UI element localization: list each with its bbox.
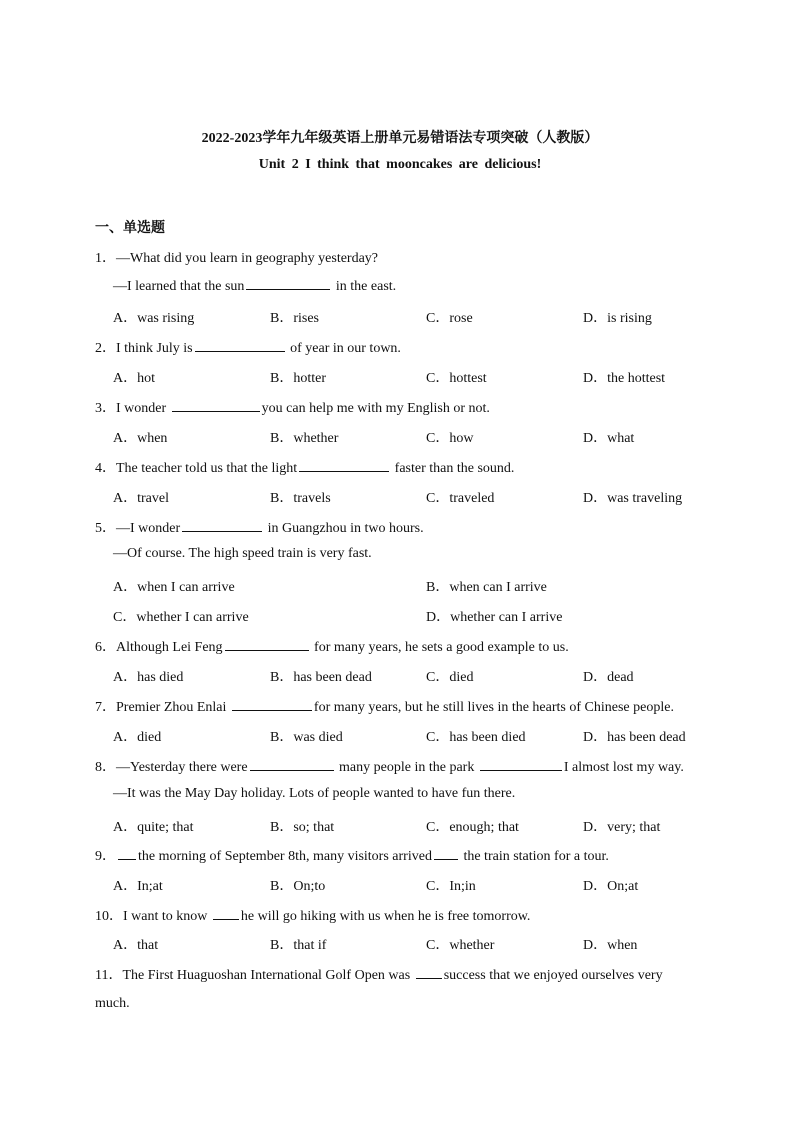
option-d[interactable]: D．has been dead <box>583 730 686 745</box>
option-c[interactable]: C．traveled <box>426 491 495 506</box>
option-b[interactable]: B．travels <box>270 491 331 506</box>
question-8 <box>95 756 684 776</box>
question-text: The First Huaguoshan International Golf Open was <box>122 968 414 983</box>
question-text: —I learned that the sun <box>113 279 245 294</box>
option-a[interactable]: A．died <box>113 730 162 745</box>
option-d[interactable]: D．was traveling <box>583 491 683 506</box>
question-text: the train station for a tour. <box>459 849 609 864</box>
question-text: in Guangzhou in two hours. <box>264 521 424 536</box>
question-11-line-2: much. <box>95 996 130 1011</box>
question-text: —What did you learn in geography yesterday? <box>116 251 379 266</box>
question-1-line-2 <box>113 277 396 295</box>
question-text: the morning of September 8th, many visitors arrived <box>138 849 432 864</box>
question-number: 3． <box>95 401 116 416</box>
option-a[interactable]: A．hot <box>113 371 155 386</box>
question-text: Premier Zhou Enlai <box>116 700 230 715</box>
question-4 <box>95 457 514 477</box>
question-2 <box>95 337 401 357</box>
question-text: you can help me with my English or not. <box>261 401 490 416</box>
option-b[interactable]: B．so; that <box>270 820 335 835</box>
option-b[interactable]: B．has been dead <box>270 670 372 685</box>
option-d[interactable]: D．whether can I arrive <box>426 610 563 625</box>
option-b[interactable]: B．was died <box>270 730 343 745</box>
question-7 <box>95 696 674 716</box>
option-c[interactable]: C．hottest <box>426 371 487 386</box>
option-d[interactable]: D．very; that <box>583 820 661 835</box>
option-c[interactable]: C．how <box>426 431 474 446</box>
question-text: I almost lost my way. <box>563 760 684 775</box>
question-9 <box>95 845 609 865</box>
option-b[interactable]: B．whether <box>270 431 339 446</box>
answer-blank <box>213 907 239 920</box>
question-11 <box>95 964 663 984</box>
option-c[interactable]: C．whether I can arrive <box>113 610 249 625</box>
question-text: in the east. <box>332 279 397 294</box>
option-a[interactable]: A．has died <box>113 670 184 685</box>
question-8-line-2: —It was the May Day holiday. Lots of people wanted to have fun there. <box>113 786 516 801</box>
question-text: I wonder <box>116 401 170 416</box>
question-number: 7． <box>95 700 116 715</box>
question-text: —I wonder <box>116 521 181 536</box>
answer-blank <box>118 847 136 860</box>
question-number: 1． <box>95 251 116 266</box>
question-text: —Yesterday there were <box>116 760 248 775</box>
answer-blank <box>416 966 442 979</box>
option-a[interactable]: A．when <box>113 431 168 446</box>
answer-blank <box>434 847 458 860</box>
option-a[interactable]: A．travel <box>113 491 169 506</box>
question-number: 10． <box>95 909 123 924</box>
question-5-line-2: —Of course. The high speed train is very fast. <box>113 546 372 561</box>
question-text: Although Lei Feng <box>116 640 223 655</box>
answer-blank <box>182 519 262 532</box>
question-text: he will go hiking with us when he is free tomorrow. <box>240 909 531 924</box>
answer-blank <box>232 698 312 711</box>
question-number: 6． <box>95 640 116 655</box>
question-text: for many years, he sets a good example to us. <box>310 640 569 655</box>
question-number: 2． <box>95 341 116 356</box>
answer-blank <box>299 459 389 472</box>
question-1 <box>95 247 378 267</box>
question-number: 11． <box>95 968 123 983</box>
option-c[interactable]: C．enough; that <box>426 820 519 835</box>
option-c[interactable]: C．has been died <box>426 730 526 745</box>
question-text: many people in the park <box>335 760 478 775</box>
option-d[interactable]: D．On;at <box>583 879 639 894</box>
option-b[interactable]: B．On;to <box>270 879 326 894</box>
question-text: for many years, but he still lives in the hearts of Chinese people. <box>313 700 674 715</box>
option-c[interactable]: C．In;in <box>426 879 476 894</box>
question-number: 5． <box>95 521 116 536</box>
answer-blank <box>195 339 285 352</box>
option-d[interactable]: D．when <box>583 938 638 953</box>
question-number: 9． <box>95 849 116 864</box>
document-title: 2022-2023学年九年级英语上册单元易错语法专项突破（人教版） <box>201 131 599 146</box>
answer-blank <box>246 277 330 290</box>
question-number: 8． <box>95 760 116 775</box>
question-text: I think July is <box>116 341 193 356</box>
option-d[interactable]: D．dead <box>583 670 634 685</box>
option-c[interactable]: C．rose <box>426 311 473 326</box>
option-b[interactable]: B．hotter <box>270 371 326 386</box>
option-d[interactable]: D．the hottest <box>583 371 666 386</box>
option-b[interactable]: B．that if <box>270 938 327 953</box>
question-3 <box>95 397 490 417</box>
option-b[interactable]: B．when can I arrive <box>426 580 547 595</box>
question-text: I want to know <box>123 909 211 924</box>
question-text: faster than the sound. <box>391 461 515 476</box>
section-heading: 一、单选题 <box>95 221 165 236</box>
question-10 <box>95 905 530 925</box>
option-d[interactable]: D．is rising <box>583 311 652 326</box>
question-text: success that we enjoyed ourselves very <box>443 968 663 983</box>
option-a[interactable]: A．In;at <box>113 879 163 894</box>
question-text: of year in our town. <box>286 341 401 356</box>
question-number: 4． <box>95 461 116 476</box>
option-a[interactable]: A．that <box>113 938 159 953</box>
question-6 <box>95 636 569 656</box>
option-c[interactable]: C．died <box>426 670 474 685</box>
option-c[interactable]: C．whether <box>426 938 495 953</box>
unit-subtitle: Unit 2 I think that mooncakes are delicious! <box>258 157 542 172</box>
answer-blank <box>172 399 260 412</box>
option-a[interactable]: A．was rising <box>113 311 195 326</box>
answer-blank <box>250 758 334 771</box>
option-b[interactable]: B．rises <box>270 311 319 326</box>
option-d[interactable]: D．what <box>583 431 635 446</box>
answer-blank <box>225 638 309 651</box>
option-a[interactable]: A．when I can arrive <box>113 580 235 595</box>
question-5 <box>95 517 424 537</box>
question-text: The teacher told us that the light <box>116 461 298 476</box>
answer-blank <box>480 758 562 771</box>
option-a[interactable]: A．quite; that <box>113 820 194 835</box>
